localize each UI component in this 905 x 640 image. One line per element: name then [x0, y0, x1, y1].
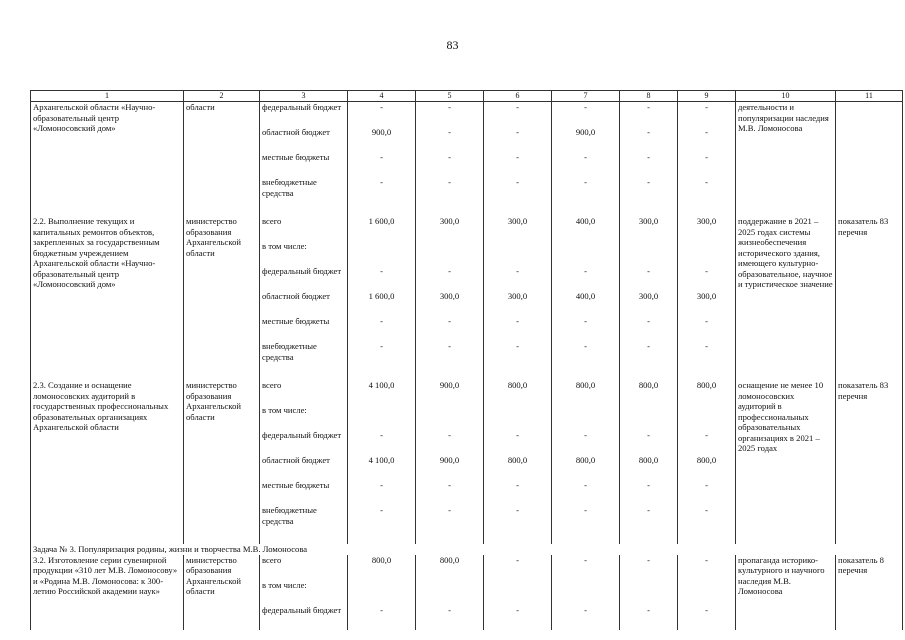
amount-c9-item: - — [705, 127, 708, 137]
amount-c8-item: - — [647, 480, 650, 490]
spacer-cell — [620, 366, 678, 380]
funding-sources-item: местные бюджеты — [262, 480, 330, 490]
amount-c4-item: - — [380, 430, 383, 440]
amount-c9-item: 300,0 — [696, 216, 717, 226]
amount-c4-item: 4 100,0 — [368, 455, 395, 465]
funding-sources-item: в том числе: — [262, 579, 307, 590]
amount-c5-item — [418, 241, 481, 266]
amount-c6 — [484, 380, 552, 530]
amount-c5-item: - — [448, 430, 451, 440]
spacer-cell — [348, 366, 416, 380]
funding-sources — [260, 380, 348, 530]
funding-sources — [260, 555, 348, 630]
spacer-cell — [31, 530, 184, 544]
amount-c7-item: - — [584, 554, 587, 565]
amount-c4-item: 1 600,0 — [368, 216, 395, 226]
amount-c6-item: - — [516, 152, 519, 162]
spacer-cell — [552, 366, 620, 380]
amount-c5-item: - — [448, 341, 451, 351]
amount-c9-item: - — [705, 152, 708, 162]
spacer-cell — [184, 202, 260, 216]
measure-name: 2.2. Выполнение текущих и капитальных ремонтов объектов, закрепленных за государственным бюджетным учреждением Архангельской области «Научно-образовательный центр «Ломоносовский дом» — [31, 216, 184, 366]
amount-c5-item: 300,0 — [439, 216, 460, 226]
amount-c7-item: - — [584, 341, 587, 351]
amount-c8-item: 800,0 — [638, 455, 659, 465]
spacer-cell — [484, 202, 552, 216]
indicator-link: показатель 83 перечня — [836, 216, 903, 366]
amount-c5-item: 800,0 — [439, 554, 460, 565]
spacer-cell — [678, 530, 736, 544]
table-row — [31, 380, 903, 530]
amount-c8 — [620, 555, 678, 630]
amount-c4 — [348, 380, 416, 530]
amount-c5-item: - — [448, 127, 451, 137]
amount-c4-item: - — [380, 152, 383, 162]
amount-c9-item: 800,0 — [696, 455, 717, 465]
table-row — [31, 216, 903, 366]
task-heading-row — [31, 544, 903, 555]
amount-c7 — [552, 216, 620, 366]
amount-c5-item: - — [448, 505, 451, 515]
indicator-link — [836, 102, 903, 203]
amount-c9-item: - — [705, 316, 708, 326]
amount-c6 — [484, 216, 552, 366]
amount-c8-item: - — [647, 505, 650, 515]
amount-c8-item: - — [647, 102, 650, 112]
amount-c5-item: 900,0 — [439, 380, 460, 390]
funding-sources-item: областной бюджет — [262, 455, 330, 465]
amount-c4-item: - — [380, 604, 383, 615]
spacer-cell — [184, 366, 260, 380]
amount-c7 — [552, 555, 620, 630]
amount-c8 — [620, 380, 678, 530]
spacer-cell — [484, 366, 552, 380]
amount-c5-item: - — [448, 102, 451, 112]
amount-c6-item — [486, 241, 549, 266]
spacer-cell — [836, 202, 903, 216]
amount-c7-item: - — [584, 505, 587, 515]
funding-sources-item: внебюджетные средства — [262, 177, 317, 198]
spacer-cell — [31, 202, 184, 216]
amount-c8-item: 300,0 — [638, 291, 659, 301]
amount-c5 — [416, 555, 484, 630]
amount-c4 — [348, 555, 416, 630]
amount-c9-item — [680, 241, 733, 266]
amount-c6-item: - — [516, 341, 519, 351]
amount-c9-item: 800,0 — [696, 380, 717, 390]
col-num-6: 6 — [484, 91, 552, 102]
indicator-link: показатель 83 перечня — [836, 380, 903, 530]
amount-c6-item — [486, 405, 549, 430]
measure-name: 3.2. Изготовление серии сувенирной продукции «310 лет М.В. Ломоносову» и «Родина М.В. Ломоносова: к 300-летию Российской академии наук» — [31, 555, 184, 630]
funding-sources-item: федеральный бюджет — [262, 102, 342, 112]
amount-c5-item: - — [448, 266, 451, 276]
amount-c6-item: - — [516, 480, 519, 490]
amount-c5-item — [418, 580, 481, 605]
amount-c6-item: - — [516, 102, 519, 112]
amount-c6-item: - — [516, 430, 519, 440]
spacer-cell — [836, 366, 903, 380]
amount-c9-item: - — [705, 430, 708, 440]
amount-c6-item: 300,0 — [507, 291, 528, 301]
amount-c9-item: - — [705, 604, 708, 615]
amount-c7 — [552, 380, 620, 530]
col-num-11: 11 — [836, 91, 903, 102]
amount-c6 — [484, 102, 552, 203]
amount-c9-item: - — [705, 480, 708, 490]
funding-sources-item: местные бюджеты — [262, 152, 330, 162]
funding-sources-item: в том числе: — [262, 241, 307, 251]
table-row — [31, 102, 903, 203]
col-num-9: 9 — [678, 91, 736, 102]
spacer-cell — [416, 530, 484, 544]
spacer-cell — [552, 202, 620, 216]
amount-c9-item: - — [705, 266, 708, 276]
spacer-cell — [348, 530, 416, 544]
funding-sources-item: всего — [262, 554, 282, 565]
amount-c9-item: - — [705, 102, 708, 112]
amount-c6-item: - — [516, 554, 519, 565]
amount-c7-item — [554, 405, 617, 430]
amount-c8-item: - — [647, 554, 650, 565]
amount-c6-item: - — [516, 505, 519, 515]
amount-c9-item: - — [705, 554, 708, 565]
amount-c8-item — [622, 241, 675, 266]
amount-c4-item: 800,0 — [371, 554, 392, 565]
expected-result: оснащение не менее 10 ломоносовских аудиторий в профессиональных образовательных организациях в 2021 – 2025 годах — [736, 380, 836, 530]
amount-c8-item: - — [647, 604, 650, 615]
amount-c7-item: - — [584, 480, 587, 490]
amount-c9 — [678, 102, 736, 203]
spacer-cell — [484, 530, 552, 544]
amount-c8-item: 800,0 — [638, 380, 659, 390]
amount-c4-item: 4 100,0 — [368, 380, 395, 390]
measure-name: Архангельской области «Научно-образовательный центр «Ломоносовский дом» — [31, 102, 184, 203]
spacer-cell — [260, 530, 348, 544]
spacer-row — [31, 202, 903, 216]
spacer-cell — [260, 366, 348, 380]
column-number-row — [31, 91, 903, 102]
spacer-cell — [416, 366, 484, 380]
expected-result: пропаганда историко-культурного и научного наследия М.В. Ломоносова — [736, 555, 836, 630]
amount-c4-item: 900,0 — [371, 127, 392, 137]
amount-c4-item — [350, 405, 413, 430]
col-num-8: 8 — [620, 91, 678, 102]
amount-c5-item: - — [448, 604, 451, 615]
amount-c6-item: - — [516, 127, 519, 137]
col-num-5: 5 — [416, 91, 484, 102]
amount-c9 — [678, 555, 736, 630]
table-row — [31, 555, 903, 630]
col-num-10: 10 — [736, 91, 836, 102]
amount-c6-item: - — [516, 177, 519, 187]
amount-c6-item: 800,0 — [507, 455, 528, 465]
program-table — [30, 90, 903, 630]
col-num-1: 1 — [31, 91, 184, 102]
amount-c8-item — [622, 405, 675, 430]
amount-c5 — [416, 216, 484, 366]
amount-c4-item — [350, 580, 413, 605]
amount-c4-item: 1 600,0 — [368, 291, 395, 301]
amount-c6-item: - — [516, 266, 519, 276]
funding-sources-item: всего — [262, 380, 282, 390]
amount-c5 — [416, 102, 484, 203]
amount-c7-item: 400,0 — [575, 291, 596, 301]
amount-c7-item: - — [584, 316, 587, 326]
amount-c9-item — [680, 580, 733, 605]
amount-c5-item: 300,0 — [439, 291, 460, 301]
amount-c7-item: 800,0 — [575, 455, 596, 465]
spacer-cell — [736, 530, 836, 544]
amount-c7-item: - — [584, 604, 587, 615]
executor: министерство образования Архангельской области — [184, 555, 260, 630]
amount-c9 — [678, 216, 736, 366]
spacer-cell — [620, 530, 678, 544]
amount-c4-item: - — [380, 102, 383, 112]
amount-c8-item: - — [647, 127, 650, 137]
amount-c8-item — [622, 580, 675, 605]
amount-c7-item: - — [584, 266, 587, 276]
amount-c4-item: - — [380, 266, 383, 276]
measure-name: 2.3. Создание и оснащение ломоносовских аудиторий в государственных профессиональных образовательных организациях Архангельской области — [31, 380, 184, 530]
amount-c6-item: 800,0 — [507, 380, 528, 390]
amount-c8-item: - — [647, 316, 650, 326]
amount-c4 — [348, 216, 416, 366]
funding-sources-item: местные бюджеты — [262, 316, 330, 326]
amount-c8-item: 300,0 — [638, 216, 659, 226]
expected-result: поддержание в 2021 – 2025 годах системы жизнеобеспечения исторического здания, имеющего культурно-образовательное, научное и туристическое значение — [736, 216, 836, 366]
spacer-cell — [184, 530, 260, 544]
spacer-cell — [678, 366, 736, 380]
amount-c7-item: - — [584, 102, 587, 112]
page-number: 83 — [446, 38, 459, 52]
amount-c9-item: - — [705, 341, 708, 351]
spacer-cell — [31, 366, 184, 380]
amount-c6-item: - — [516, 604, 519, 615]
funding-sources — [260, 102, 348, 203]
amount-c7-item: 800,0 — [575, 380, 596, 390]
funding-sources-item: федеральный бюджет — [262, 266, 342, 276]
col-num-2: 2 — [184, 91, 260, 102]
amount-c4-item — [350, 241, 413, 266]
amount-c5-item: - — [448, 177, 451, 187]
amount-c8-item: - — [647, 177, 650, 187]
amount-c5 — [416, 380, 484, 530]
amount-c9-item: 300,0 — [696, 291, 717, 301]
col-num-7: 7 — [552, 91, 620, 102]
funding-sources-item: внебюджетные средства — [262, 505, 317, 526]
col-num-3: 3 — [260, 91, 348, 102]
amount-c8 — [620, 216, 678, 366]
funding-sources-item: федеральный бюджет — [262, 430, 342, 440]
amount-c7-item: - — [584, 430, 587, 440]
amount-c4-item: - — [380, 505, 383, 515]
amount-c8-item: - — [647, 341, 650, 351]
col-num-4: 4 — [348, 91, 416, 102]
funding-sources-item: федеральный бюджет — [262, 604, 342, 615]
amount-c5-item — [418, 405, 481, 430]
amount-c7-item — [554, 580, 617, 605]
amount-c8-item: - — [647, 266, 650, 276]
amount-c4-item: - — [380, 480, 383, 490]
amount-c7 — [552, 102, 620, 203]
task-heading: Задача № 3. Популяризация родины, жизни и творчества М.В. Ломоносова — [31, 544, 903, 555]
amount-c6-item: 300,0 — [507, 216, 528, 226]
amount-c7-item: 900,0 — [575, 127, 596, 137]
amount-c7-item — [554, 241, 617, 266]
expected-result: деятельности и популяризации наследия М.В. Ломоносова — [736, 102, 836, 203]
amount-c7-item: - — [584, 177, 587, 187]
amount-c5-item: - — [448, 316, 451, 326]
amount-c7-item: - — [584, 152, 587, 162]
spacer-cell — [678, 202, 736, 216]
amount-c5-item: - — [448, 480, 451, 490]
amount-c4-item: - — [380, 341, 383, 351]
spacer-cell — [736, 202, 836, 216]
amount-c8-item: - — [647, 152, 650, 162]
amount-c9 — [678, 380, 736, 530]
amount-c4 — [348, 102, 416, 203]
amount-c9-item: - — [705, 505, 708, 515]
funding-sources — [260, 216, 348, 366]
executor: области — [184, 102, 260, 203]
funding-sources-item: областной бюджет — [262, 291, 330, 301]
amount-c7-item: 400,0 — [575, 216, 596, 226]
amount-c8 — [620, 102, 678, 203]
amount-c5-item: - — [448, 152, 451, 162]
funding-sources-item: в том числе: — [262, 405, 307, 415]
amount-c5-item: 900,0 — [439, 455, 460, 465]
spacer-cell — [836, 530, 903, 544]
amount-c6-item — [486, 580, 549, 605]
executor: министерство образования Архангельской области — [184, 380, 260, 530]
amount-c4-item: - — [380, 177, 383, 187]
spacer-cell — [416, 202, 484, 216]
spacer-row — [31, 530, 903, 544]
amount-c6-item: - — [516, 316, 519, 326]
funding-sources-item: областной бюджет — [262, 127, 330, 137]
spacer-cell — [260, 202, 348, 216]
executor: министерство образования Архангельской области — [184, 216, 260, 366]
spacer-cell — [620, 202, 678, 216]
funding-sources-item: внебюджетные средства — [262, 341, 317, 362]
funding-sources-item: всего — [262, 216, 282, 226]
amount-c9-item — [680, 405, 733, 430]
indicator-link: показатель 8 перечня — [836, 555, 903, 630]
spacer-cell — [552, 530, 620, 544]
spacer-cell — [736, 366, 836, 380]
spacer-cell — [348, 202, 416, 216]
amount-c4-item: - — [380, 316, 383, 326]
amount-c8-item: - — [647, 430, 650, 440]
spacer-row — [31, 366, 903, 380]
amount-c6 — [484, 555, 552, 630]
amount-c9-item: - — [705, 177, 708, 187]
